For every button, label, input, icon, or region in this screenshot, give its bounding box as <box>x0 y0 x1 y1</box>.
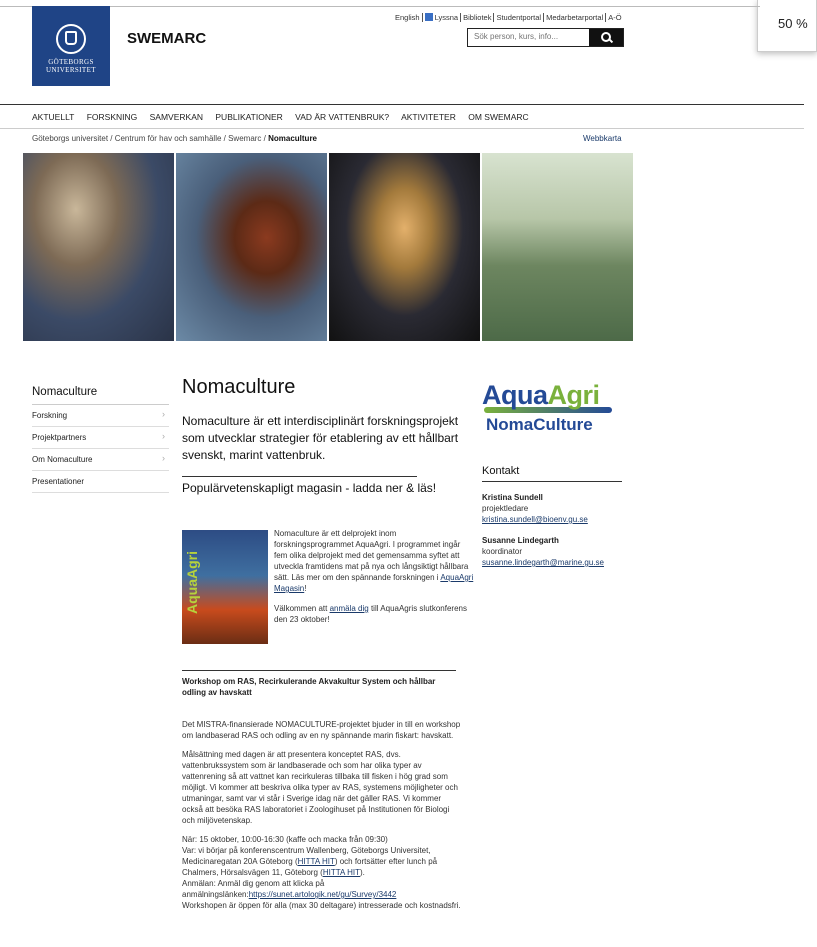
link-studentportal[interactable]: Studentportal <box>494 13 544 22</box>
hitta-hit-link-2[interactable]: HITTA HIT <box>322 868 360 877</box>
anmala-dig-link[interactable]: anmäla dig <box>329 604 369 613</box>
top-links <box>393 13 624 22</box>
contact-role: koordinator <box>482 547 523 556</box>
contact-name: Susanne Lindegarth <box>482 536 559 545</box>
workshop-intro: Det MISTRA-finansierade NOMACULTURE-projektet bjuder in till en workshop om landbaserad RAS och odling av en ny spännande marin fiskart: havskatt. <box>182 720 461 740</box>
workshop-when: När: 15 oktober, 10:00-16:30 (kaffe och macka från 09:30) <box>182 835 388 844</box>
top-divider <box>0 6 760 7</box>
aquaagri-magasin-link[interactable]: AquaAgri Magasin <box>274 573 474 593</box>
breadcrumb-current: Nomaculture <box>268 134 318 143</box>
hitta-hit-link-1[interactable]: HITTA HIT <box>297 857 335 866</box>
breadcrumb <box>32 134 317 143</box>
sidebar-item-forskning[interactable]: Forskning › <box>32 405 169 427</box>
site-title[interactable]: SWEMARC <box>127 30 207 47</box>
contact-person <box>482 535 622 568</box>
banner-mussels-image <box>329 153 480 341</box>
nav-divider <box>0 104 804 105</box>
logo-line-2: UNIVERSITET <box>46 66 96 74</box>
workshop-open: Workshopen är öppen för alla (max 30 deltagare) intresserade och kostnadsfri. <box>182 901 461 910</box>
link-a-o[interactable]: A-Ö <box>608 13 622 22</box>
right-column <box>482 380 622 568</box>
sidebar-item-projektpartners[interactable]: Projektpartners › <box>32 427 169 449</box>
page-title: Nomaculture <box>182 376 296 398</box>
divider <box>182 476 417 477</box>
workshop-goal: Målsättning med dagen är att presentera konceptet RAS, dvs. vattenbrukssystem som är landbaserade och som har olika typer av vattenrening så att vattnet kan recirkuleras tillbaka till fisken i hög grad som möjligt. Vi kommer att beskriva olika typer av RAS, systemens möjligheter och utmaningar, samt var vi står i Sverige idag när det gäller RAS. Vi kommer också att besöka RAS laboratoriet i Zoologihuset på Institutionen för Biologi och miljövetenskap. <box>182 750 458 825</box>
lead-text: Nomaculture är ett interdisciplinärt forskningsprojekt som utvecklar strategier för etablering av ett hållbart svenskt, marint vattenbruk. <box>182 414 459 462</box>
breadcrumb-trail[interactable]: Göteborgs universitet / Centrum för hav och samhälle / Swemarc / <box>32 134 269 143</box>
contact-role: projektledare <box>482 504 529 513</box>
search-button[interactable] <box>589 29 623 46</box>
workshop-details: När: 15 oktober, 10:00-16:30 (kaffe och macka från 09:30) Var: vi börjar på konferenscentrum Wallenberg, Göteborgs Universitet, Medicinaregatan 20A Göteborg (HITTA HIT) och fortsätter efter lunch på Chalmers, Hörsalsvägen 11, Göteborg (HITTA HIT). Anmälan: Anmäl dig genom att klicka på anmälningslänken:https://sunet.artologik.net/gu/Survey/3442 Workshopen är öppen för alla (max 30 deltagare) intresserade och kostnadsfri. <box>182 835 461 910</box>
aquaagri-logo[interactable]: AquaAgri <box>482 380 600 410</box>
sidebar-item-presentationer[interactable]: Presentationer <box>32 471 169 493</box>
link-english[interactable]: English <box>393 13 423 22</box>
sitemap-link[interactable]: Webbkarta <box>583 134 622 143</box>
zoom-indicator: 50 % <box>757 0 817 52</box>
chevron-right-icon: › <box>162 431 165 441</box>
search-box <box>467 28 624 47</box>
banner-fish-image <box>23 153 174 341</box>
nav-publikationer[interactable]: PUBLIKATIONER <box>215 112 283 122</box>
logo-line-1: GÖTEBORGS <box>48 58 94 66</box>
sidebar <box>32 386 169 493</box>
nav-vad-ar-vattenbruk[interactable]: VAD ÄR VATTENBRUK? <box>295 112 390 122</box>
university-logo[interactable] <box>32 6 110 86</box>
speaker-icon <box>425 13 433 21</box>
link-bibliotek[interactable]: Bibliotek <box>461 13 494 22</box>
chevron-right-icon: › <box>162 409 165 419</box>
contact-name: Kristina Sundell <box>482 493 543 502</box>
contact-heading: Kontakt <box>482 465 622 482</box>
workshop-body <box>182 719 462 911</box>
main-content <box>182 376 474 910</box>
magazine-brand: AquaAgri <box>184 551 200 614</box>
nav-om-swemarc[interactable]: OM SWEMARC <box>468 112 529 122</box>
contact-person <box>482 492 622 525</box>
signup-link[interactable]: https://sunet.artologik.net/gu/Survey/3442 <box>248 890 397 899</box>
main-nav <box>32 112 539 122</box>
sidebar-item-om-nomaculture[interactable]: Om Nomaculture › <box>32 449 169 471</box>
nav-samverkan[interactable]: SAMVERKAN <box>149 112 204 122</box>
contact-email-link[interactable]: kristina.sundell@bioenv.gu.se <box>482 515 588 524</box>
nav-aktuellt[interactable]: AKTUELLT <box>32 112 75 122</box>
contact-email-link[interactable]: susanne.lindegarth@marine.gu.se <box>482 558 604 567</box>
banner-images <box>23 153 633 341</box>
sidebar-title[interactable]: Nomaculture <box>32 386 169 405</box>
link-lyssna[interactable]: Lyssna <box>423 13 462 22</box>
breadcrumb-divider <box>0 128 804 129</box>
chevron-right-icon: › <box>162 453 165 463</box>
nav-forskning[interactable]: FORSKNING <box>86 112 138 122</box>
nav-aktiviteter[interactable]: AKTIVITETER <box>401 112 456 122</box>
workshop-title: Workshop om RAS, Recirkulerande Akvakultur System och hållbar odling av havskatt <box>182 677 436 697</box>
nomaculture-logo-text: NomaCulture <box>486 415 593 434</box>
search-input[interactable] <box>468 29 592 44</box>
magazine-cover-image[interactable] <box>182 530 268 644</box>
intro-text: Nomaculture är ett delprojekt inom forskningsprogrammet AquaAgri. I programmet ingår fem olika delprojekt med det gemensamma syftet att utveckla framtidens mat på nya och långsiktigt hållbara sätt. Läs mer om den spännande forskningen i AquaAgri Magasin! Välkommen att anmäla dig till AquaAgris slutkonferens den 23 oktober! <box>274 529 474 624</box>
magazine-heading: Populärvetenskapligt magasin - ladda ner & läs! <box>182 481 437 495</box>
divider <box>182 670 456 671</box>
university-seal-icon <box>56 24 86 54</box>
banner-lobster-image <box>176 153 327 341</box>
banner-fish-farm-image <box>482 153 633 341</box>
link-medarbetarportal[interactable]: Medarbetarportal <box>544 13 606 22</box>
